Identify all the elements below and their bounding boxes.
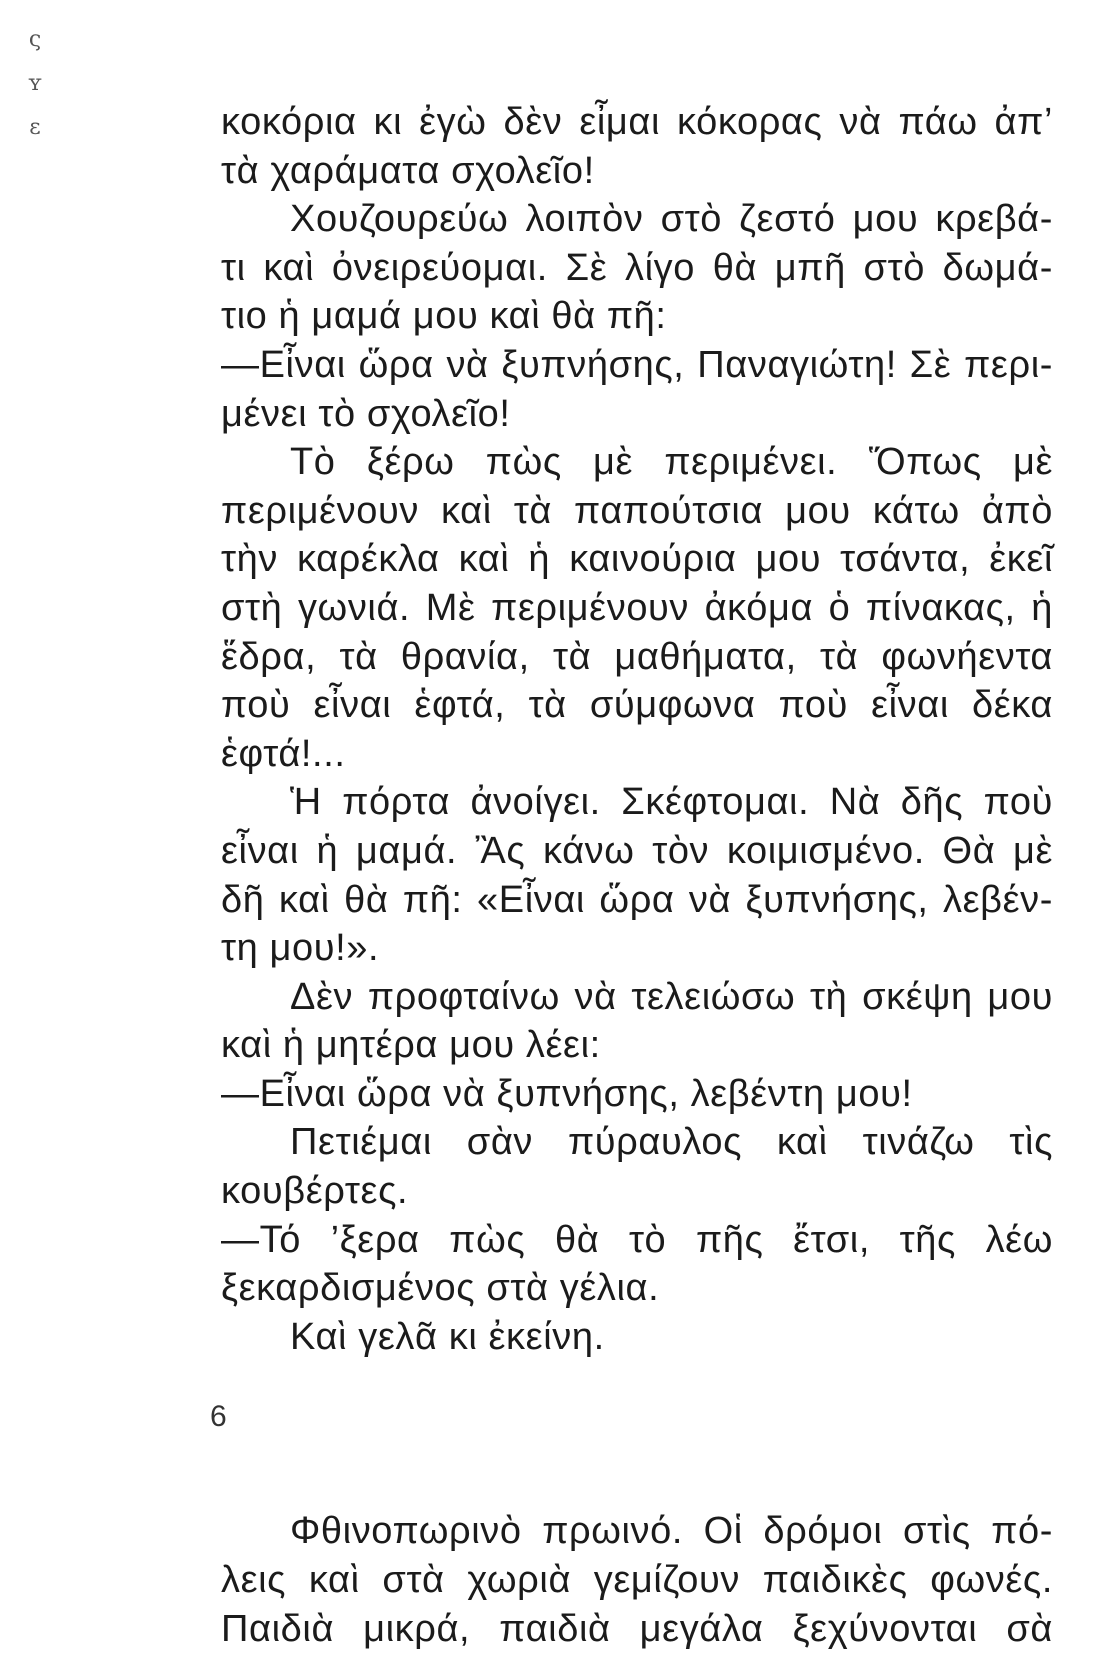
page-number: 6 <box>210 1400 227 1433</box>
paragraph <box>221 1070 1053 1119</box>
text-line: μένει τὸ σχολεῖο! <box>221 392 511 435</box>
text-line: τη μου!». <box>221 927 380 970</box>
text-line: κοκόρια κι ἐγὼ δὲν εἶμαι κόκορας νὰ πάω ἀπ’ <box>221 101 1053 143</box>
margin-mark: ɛ <box>29 115 41 140</box>
section-gap <box>221 1361 1053 1507</box>
paragraph <box>221 195 1053 341</box>
paragraph <box>221 1118 1053 1215</box>
text-line: ἑφτά!... <box>221 732 346 775</box>
text-line: Φθινοπωρινὸ πρωινό. Οἱ δρόμοι στὶς πό- <box>290 1510 1053 1553</box>
text-line: λεις καὶ στὰ χωριὰ γεμίζουν παιδικὲς φωνές. <box>221 1559 1053 1602</box>
paragraph <box>221 438 1053 778</box>
text-line: κουβέρτες. <box>221 1170 409 1213</box>
text-line: Τὸ ξέρω πὼς μὲ περιμένει. Ὅπως μὲ <box>290 441 1053 484</box>
text-line: τὰ χαράματα σχολεῖο! <box>221 149 595 192</box>
text-line: ξεκαρδισμένος στὰ γέλια. <box>221 1267 660 1310</box>
text-line: Δὲν προφταίνω νὰ τελειώσω τὴ σκέψη μου <box>290 975 1053 1018</box>
paragraph <box>221 778 1053 972</box>
margin-mark: ς <box>28 27 42 52</box>
body-text <box>221 98 1053 1653</box>
text-line: Παιδιὰ μικρά, παιδιὰ μεγάλα ξεχύνονται σὰ <box>221 1607 1053 1650</box>
paragraph <box>221 341 1053 438</box>
paragraph <box>221 1216 1053 1313</box>
text-line: περιμένουν καὶ τὰ παπούτσια μου κάτω ἀπὸ <box>221 489 1053 532</box>
text-line: στὴ γωνιά. Μὲ περιμένουν ἀκόμα ὁ πίνακας, ἡ <box>221 586 1053 629</box>
text-line: —Τό ’ξερα πὼς θὰ τὸ πῆς ἔτσι, τῆς λέω <box>221 1218 1053 1261</box>
paragraph <box>221 98 1053 195</box>
text-line: τὴν καρέκλα καὶ ἡ καινούρια μου τσάντα, ἐκεῖ <box>221 538 1053 581</box>
text-line: —Εἶναι ὥρα νὰ ξυπνήσης, λεβέντη μου! <box>221 1072 913 1115</box>
text-line: Ἡ πόρτα ἀνοίγει. Σκέφτομαι. Νὰ δῆς ποὺ <box>290 781 1053 824</box>
text-line: Καὶ γελᾶ κι ἐκείνη. <box>290 1315 605 1358</box>
paragraph <box>221 973 1053 1070</box>
text-line: —Εἶναι ὥρα νὰ ξυπνήσης, Παναγιώτη! Σὲ περι- <box>221 343 1053 386</box>
text-line: καὶ ἡ μητέρα μου λέει: <box>221 1024 601 1067</box>
text-line: Πετιέμαι σὰν πύραυλος καὶ τινάζω τὶς <box>290 1121 1053 1164</box>
text-line: τι καὶ ὀνειρεύομαι. Σὲ λίγο θὰ μπῆ στὸ δωμά- <box>221 246 1053 289</box>
text-line: ἕδρα, τὰ θρανία, τὰ μαθήματα, τὰ φωνήεντα <box>221 635 1053 678</box>
paragraph <box>221 1313 1053 1362</box>
margin-mark: ʏ <box>27 71 43 96</box>
text-line: ποὺ εἶναι ἑφτά, τὰ σύμφωνα ποὺ εἶναι δέκα <box>221 684 1053 727</box>
margin-marks <box>20 18 50 150</box>
text-line: δῆ καὶ θὰ πῆ: «Εἶναι ὥρα νὰ ξυπνήσης, λεβέν- <box>221 878 1053 921</box>
text-line: τιο ἡ μαμά μου καὶ θὰ πῆ: <box>221 295 667 338</box>
text-line: εἶναι ἡ μαμά. Ἂς κάνω τὸν κοιμισμένο. Θὰ μὲ <box>221 829 1053 872</box>
text-line: Χουζουρεύω λοιπὸν στὸ ζεστό μου κρεβά- <box>290 198 1053 241</box>
paragraph <box>221 1507 1053 1653</box>
